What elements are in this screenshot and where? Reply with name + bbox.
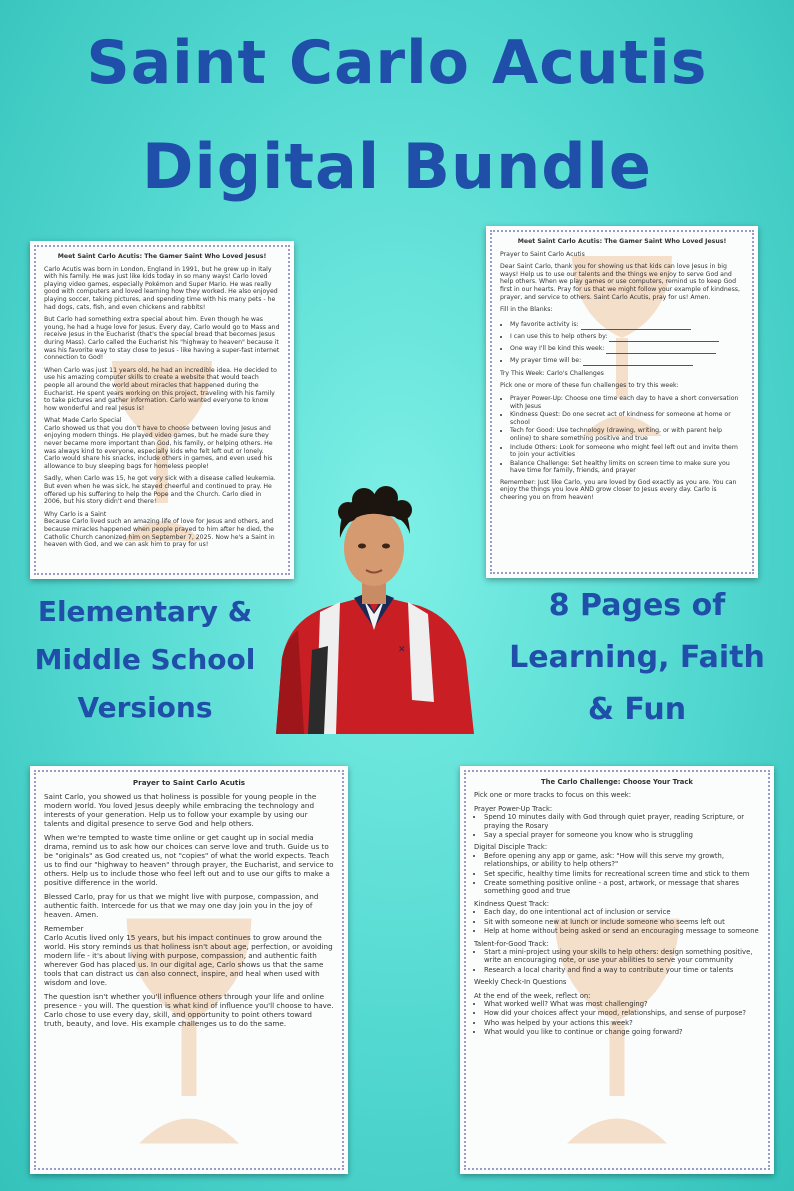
page-3-para: Remember Carlo Acutis lived only 15 years, but his impact continues to grow around the world. His story reminds us that holiness isn't about age, perfection, or avoiding modern life - it's about living with purpose, compassion, and authentic faith wherever God has placed us. In our digital age, Carlo shows us that the same tools that can distract us can also connect, inspire, and heal when used with wisdom and love.	[44, 924, 333, 987]
page-2-closing: Remember: Just like Carlo, you are loved by God exactly as you are. You can enjoy the things you love AND grow closer to Jesus every day. Carlo is cheering you on from heaven!	[500, 478, 737, 502]
page-3-para: Saint Carlo, you showed us that holiness is possible for young people in the modern world. You loved Jesus deeply while embracing the technology and interests of your generation. Help us to follow your example by using our talents and digital presence to serve God and help others.	[44, 792, 317, 828]
blank-line	[510, 343, 744, 354]
track-item: • Set specific, healthy time limits for recreational screen time and stick to them	[484, 870, 760, 878]
track-name: Digital Disciple Track:	[474, 843, 548, 852]
page-1-para: Carlo Acutis was born in London, England in 1991, but he grew up in Italy with his family. He was just like kids today in so many ways! Carlo loved playing video games, especially Pokémon and Super Mario. He was really good with computers and loved learning how they worked. He also enjoyed playing soccer, taking pictures, and spending time with his many pets - he had dogs, cats, fish, and even chickens and rabbits!	[44, 265, 278, 311]
caption-right-line: & Fun	[587, 692, 687, 727]
page-3-para: The question isn't whether you'll influence others through your life and online presence - you will. The question is what kind of influence you'll choose to have. Carlo chose to use every day, skill, and opportunity to point others toward truth, beauty, and love. His example challenges us to do the same.	[44, 992, 334, 1028]
checkin-heading: Weekly Check-In Questions	[474, 978, 567, 987]
checkin-question: • Who was helped by your actions this week?	[484, 1019, 760, 1027]
caption-right-line: Learning, Faith	[509, 640, 765, 675]
blank-label: I can use this to help others by:	[510, 332, 608, 340]
blank-label: My prayer time will be:	[510, 356, 582, 364]
track-item: • Research a local charity and find a way to contribute your time or talents	[484, 966, 760, 974]
title-line-1: Saint Carlo Acutis	[86, 28, 708, 98]
worksheet-page-2	[486, 226, 758, 578]
track-name: Talent-for-Good Track:	[474, 939, 549, 948]
checkin-question: • What worked well? What was most challenging?	[484, 1000, 760, 1008]
page-1-para: When Carlo was just 11 years old, he had an incredible idea. He decided to use his amazing computer skills to create a website that would teach people all around the world about miracles that happened during the Eucharist. He spent years working on this project, traveling with his family to take pictures and gather information. Carlo wanted everyone to know how wonderful and real Jesus is!	[44, 366, 277, 412]
blank-line	[510, 355, 744, 366]
page-4-title: The Carlo Challenge: Choose Your Track	[541, 778, 693, 786]
checkin-intro: At the end of the week, reflect on:	[474, 991, 591, 1000]
track-item: • Spend 10 minutes daily with God through quiet prayer, reading Scripture, or praying the Rosary	[484, 813, 760, 830]
track-item: • Say a special prayer for someone you know who is struggling	[484, 831, 760, 839]
challenge-item: • Prayer Power-Up: Choose one time each day to have a short conversation with Jesus	[510, 395, 744, 410]
blank-underline	[583, 359, 693, 366]
track-item: • Create something positive online - a post, artwork, or message that shares something good and true	[484, 879, 760, 896]
track-item: • Start a mini-project using your skills to help others: design something positive, write an encouraging note, or use your abilities to serve your community	[484, 948, 760, 965]
track-item: • Before opening any app or game, ask: "How will this serve my growth, relationships, or ability to help others?"	[484, 852, 760, 869]
page-1-para: Why Carlo is a Saint Because Carlo lived such an amazing life of love for Jesus and others, and because miracles happened when people prayed to him after he died, the Catholic Church canonized him on September 7, 2025. Now he's a Saint in heaven with God, and we can ask him to pray for us!	[44, 510, 275, 549]
page-2-try-intro: Pick one or more of these fun challenges to try this week:	[500, 382, 679, 390]
checkin-question: • What would you like to continue or change going forward?	[484, 1028, 760, 1036]
page-3-para: When we're tempted to waste time online or get caught up in social media drama, remind us to ask how our choices can serve love and truth. Guide us to be "originals" as God created us, not "copies" of what the world expects. Teach us to find our "highway to heaven" through prayer, the Eucharist, and service to others. Help us to include those who feel left out and to use our gifts to make a positive difference in the world.	[44, 833, 334, 887]
blank-label: My favorite activity is:	[510, 320, 579, 328]
shirt-logo-icon: ✕	[398, 645, 406, 655]
caption-right-line: 8 Pages of	[548, 588, 726, 623]
track-item: • Help at home without being asked or send an encouraging message to someone	[484, 927, 760, 935]
track-item: • Sit with someone new at lunch or include someone who seems left out	[484, 918, 760, 926]
blank-underline	[606, 347, 716, 354]
challenge-item: • Include Others: Look for someone who might feel left out and invite them to join your activities	[510, 444, 744, 459]
title-line-2: Digital Bundle	[142, 130, 652, 203]
challenge-item: • Balance Challenge: Set healthy limits on screen time to make sure you have time for family, friends, and prayer	[510, 460, 744, 475]
page-1-para: Sadly, when Carlo was 15, he got very sick with a disease called leukemia. But even when he was sick, he stayed cheerful and continued to pray. He offered up his suffering to help the Pope and the Church. Carlo died in 2006, but his story didn't end there!	[44, 475, 276, 506]
page-1-para: What Made Carlo Special Carlo showed us that you don't have to choose between loving Jesus and enjoying modern things. He played video games, but he made sure they never became more important than God, his family, or helping others. He was always kind to everyone, especially kids who felt left out or lonely. Carlo would share his snacks, include others in games, and even used his allowance to buy sleeping bags for homeless people!	[44, 417, 273, 470]
page-2-prayer: Dear Saint Carlo, thank you for showing us that kids can love Jesus in big ways! Help us to use our talents and the things we enjoy to serve God and help others. When we play games or use computers, remind us to keep God first in our hearts. Pray for us that we might follow your example of kindness, prayer, and service to others. Saint Carlo Acutis, pray for us! Amen.	[500, 263, 740, 301]
challenge-item: • Kindness Quest: Do one secret act of kindness for someone at home or school	[510, 411, 744, 426]
page-1-para: But Carlo had something extra special about him. Even though he was young, he had a huge love for Jesus. Every day, Carlo would go to Mass and receive Jesus in the Eucharist (that's the special bread that becomes Jesus during Mass). Carlo called the Eucharist his "highway to heaven" because it was his favorite way to stay close to Jesus - like having a super-fast internet connection to God!	[44, 316, 280, 362]
caption-right	[494, 580, 780, 736]
caption-left-line: Middle School	[34, 643, 256, 676]
blank-line	[510, 331, 744, 342]
caption-left-line: Versions	[77, 691, 213, 724]
worksheet-page-4	[460, 766, 774, 1174]
page-3-title: Prayer to Saint Carlo Acutis	[132, 778, 246, 787]
page-2-fill-heading: Fill in the Blanks:	[500, 306, 553, 314]
challenge-item: • Tech for Good: Use technology (drawing, writing, or with parent help online) to share something positive and true	[510, 427, 744, 442]
track-item: • Each day, do one intentional act of inclusion or service	[484, 908, 760, 916]
blank-label: One way I'll be kind this week:	[510, 344, 605, 352]
track-name: Kindness Quest Track:	[474, 899, 549, 908]
page-2-prayer-heading: Prayer to Saint Carlo Acutis	[500, 250, 585, 258]
page-1-title: Meet Saint Carlo Acutis: The Gamer Saint Who Loved Jesus!	[57, 253, 267, 260]
caption-left	[20, 588, 270, 732]
blank-underline	[581, 323, 691, 330]
page-3-para: Blessed Carlo, pray for us that we might live with purpose, compassion, and authentic faith. Intercede for us that we may one day join you in the joy of heaven. Amen.	[44, 892, 319, 919]
worksheet-page-3	[30, 766, 348, 1174]
page-2-title: Meet Saint Carlo Acutis: The Gamer Saint Who Loved Jesus!	[517, 238, 727, 245]
caption-left-line: Elementary &	[37, 595, 253, 628]
checkin-question: • How did your choices affect your mood, relationships, and sense of purpose?	[484, 1009, 760, 1017]
page-2-try-heading: Try This Week: Carlo's Challenges	[500, 369, 604, 377]
worksheet-page-1	[30, 241, 294, 579]
blank-underline	[609, 335, 719, 342]
track-name: Prayer Power-Up Track:	[474, 804, 553, 813]
blank-line	[510, 319, 744, 330]
page-4-intro: Pick one or more tracks to focus on this week:	[474, 791, 631, 800]
carlo-photo	[268, 480, 480, 734]
